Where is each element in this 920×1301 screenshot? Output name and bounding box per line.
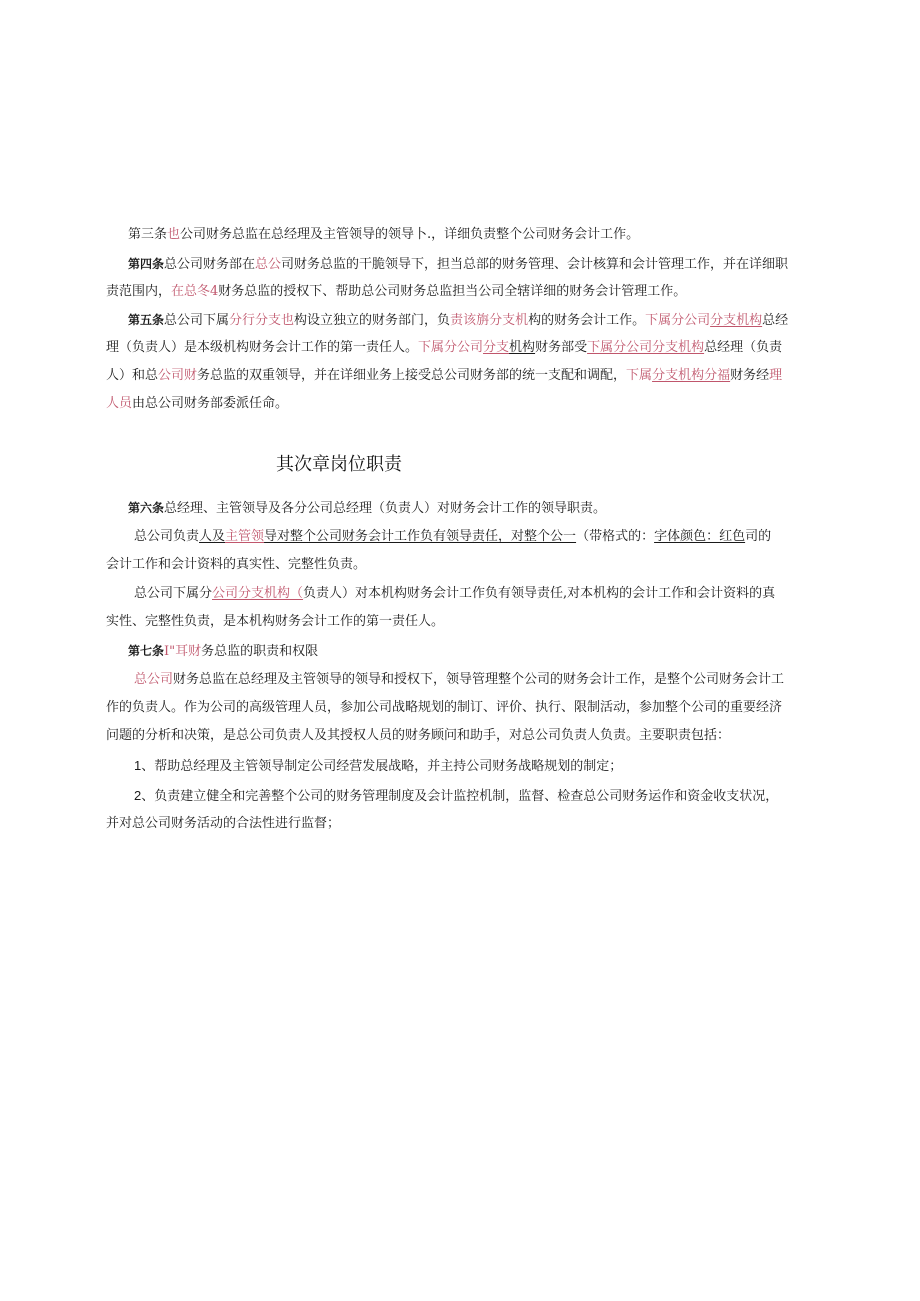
list-item-2 bbox=[134, 786, 778, 807]
article-4-line-2 bbox=[106, 282, 686, 302]
tracked-change-text: 下属分公司 bbox=[418, 340, 484, 355]
paragraph-text: 负责人）对本机构财务会计工作负有领导责任,对本机构的会计工作和会计资料的真 bbox=[303, 586, 776, 601]
paragraph-2-line-2 bbox=[106, 612, 444, 632]
tracked-change-text: 分行分支也 bbox=[229, 313, 295, 328]
article-5-line-3 bbox=[106, 366, 782, 386]
list-item-number: 1、 bbox=[134, 758, 155, 773]
list-item-text: 并对总公司财务活动的合法性进行监督； bbox=[106, 816, 341, 831]
paragraph-text: 总公司负责 bbox=[134, 529, 200, 544]
article-5-text: 总公司下属 bbox=[164, 313, 230, 328]
paragraph-text: 会计工作和会计资料的真实性、完整性负责。 bbox=[106, 557, 367, 572]
paragraph-text: 导对整个公司财务会计工作负有领导责任，对整个公一 bbox=[264, 529, 577, 544]
article-3-label: 第三条 bbox=[128, 227, 168, 242]
paragraph-3-line-3 bbox=[106, 726, 730, 746]
list-item-2-continued bbox=[106, 814, 340, 834]
paragraph-text: 人及 bbox=[199, 529, 226, 544]
article-5-text: 财务部受 bbox=[535, 340, 588, 355]
article-7 bbox=[128, 641, 318, 662]
article-6 bbox=[128, 498, 606, 519]
article-7-label: 第七条 bbox=[128, 644, 165, 658]
chapter-heading: 其次章岗位职责 bbox=[276, 454, 402, 474]
paragraph-1-line-2 bbox=[106, 555, 366, 575]
tracked-change-text: 下属分公司分支机构 bbox=[587, 340, 705, 355]
article-4-text: 司财务总监的干脆领导下，担当总部的财务管理、会计核算和会计管理工作，并在详细职 bbox=[281, 257, 789, 272]
tracked-change-text: I"耳财 bbox=[164, 644, 202, 659]
article-4-text: 总公司财务部在 bbox=[164, 257, 256, 272]
tracked-change-text: 分支机构 bbox=[710, 313, 763, 328]
article-4-text: 财务总监的授权下、帮助总公司财务总监担当公司全辖详细的财务会计管理工作。 bbox=[218, 284, 687, 299]
article-6-text: 总经理、主管领导及各分公司总经理（负责人）对财务会计工作的领导职责。 bbox=[164, 501, 607, 516]
article-5-line-2 bbox=[106, 338, 782, 358]
paragraph-text: 实性、完整性负责，是本机构财务会计工作的第一责任人。 bbox=[106, 614, 445, 629]
format-comment: 字体颜色：红色 bbox=[654, 529, 746, 544]
paragraph-text: 问题的分析和决策，是总公司负责人及其授权人员的财务顾问和助手，对总公司负责人负责。主要职责包括： bbox=[106, 728, 731, 743]
tracked-change-text: 分支 bbox=[483, 340, 510, 355]
article-5-text: 务总监的双重领导，并在详细业务上接受总公司财务部的统一支配和调配， bbox=[197, 368, 627, 383]
tracked-change-text: 理 bbox=[769, 368, 783, 383]
list-item-number: 2、 bbox=[134, 788, 155, 803]
tracked-change-text: 也 bbox=[167, 227, 181, 242]
article-5-label: 第五条 bbox=[128, 313, 165, 327]
tracked-change-text: 公司财 bbox=[158, 368, 198, 383]
tracked-change-text: 总公司 bbox=[134, 672, 174, 687]
paragraph-1-line-1 bbox=[134, 527, 771, 547]
tracked-change-text: 公司分支机构（ bbox=[212, 586, 304, 601]
paragraph-text: 司的 bbox=[745, 529, 772, 544]
article-5-line-1 bbox=[128, 310, 788, 331]
article-4-text: 责范围内， bbox=[106, 284, 172, 299]
tracked-change-text: 人员 bbox=[106, 396, 133, 411]
list-item-text: 负责建立健全和完善整个公司的财务管理制度及会计监控机制，监督、检查总公司财务运作和资金收支状况， bbox=[154, 789, 779, 804]
tracked-change-text: 在总冬4 bbox=[171, 284, 219, 299]
article-6-label: 第六条 bbox=[128, 501, 165, 515]
tracked-change-text: 下属 bbox=[626, 368, 653, 383]
tracked-change-text: 下属分公司 bbox=[645, 313, 711, 328]
article-5-text: 构的财务会计工作。 bbox=[528, 313, 646, 328]
list-item-text: 帮助总经理及主管领导制定公司经营发展战略，并主持公司财务战略规划的制定； bbox=[154, 759, 623, 774]
article-5-text: 由总公司财务部委派任命。 bbox=[132, 396, 289, 411]
tracked-change-text: 总公 bbox=[255, 257, 282, 272]
article-3 bbox=[128, 225, 639, 245]
article-5-line-4 bbox=[106, 394, 288, 414]
paragraph-text: 财务总监在总经理及主管领导的领导和授权下，领导管理整个公司的财务会计工作，是整个公司财务会计工 bbox=[173, 672, 785, 687]
paragraph-text: 总公司下属分 bbox=[134, 586, 213, 601]
article-3-text: 公司财务总监在总经理及主管领导的领导卜.，详细负责整个公司财务会计工作。 bbox=[180, 227, 640, 242]
tracked-change-text: 主管领 bbox=[225, 529, 265, 544]
format-comment: （带格式的： bbox=[576, 529, 655, 544]
paragraph-2-line-1 bbox=[134, 584, 775, 604]
article-5-text: 人）和总 bbox=[106, 368, 159, 383]
tracked-change-text: 分支机构分福 bbox=[652, 368, 731, 383]
paragraph-text: 作的负责人。作为公司的高级管理人员，参加公司战略规划的制订、评价、执行、限制活动，参加整个公司的重要经济 bbox=[106, 700, 783, 715]
article-5-text: 总经 bbox=[762, 313, 789, 328]
list-item-1 bbox=[134, 756, 622, 777]
paragraph-3-line-1 bbox=[134, 670, 784, 690]
paragraph-3-line-2 bbox=[106, 698, 782, 718]
article-5-text: 构设立独立的财务部门，负 bbox=[294, 313, 451, 328]
article-5-text: 机构 bbox=[509, 340, 536, 355]
article-4-line-1 bbox=[128, 254, 788, 275]
article-7-text: 务总监的职责和权限 bbox=[201, 644, 319, 659]
article-5-text: 理（负责人）是本级机构财务会计工作的第一责任人。 bbox=[106, 340, 419, 355]
article-4-label: 第四条 bbox=[128, 257, 165, 271]
tracked-change-text: 责该旃分支机 bbox=[450, 313, 529, 328]
article-5-text: 财务经 bbox=[730, 368, 770, 383]
article-5-text: 总经理（负责 bbox=[704, 340, 783, 355]
